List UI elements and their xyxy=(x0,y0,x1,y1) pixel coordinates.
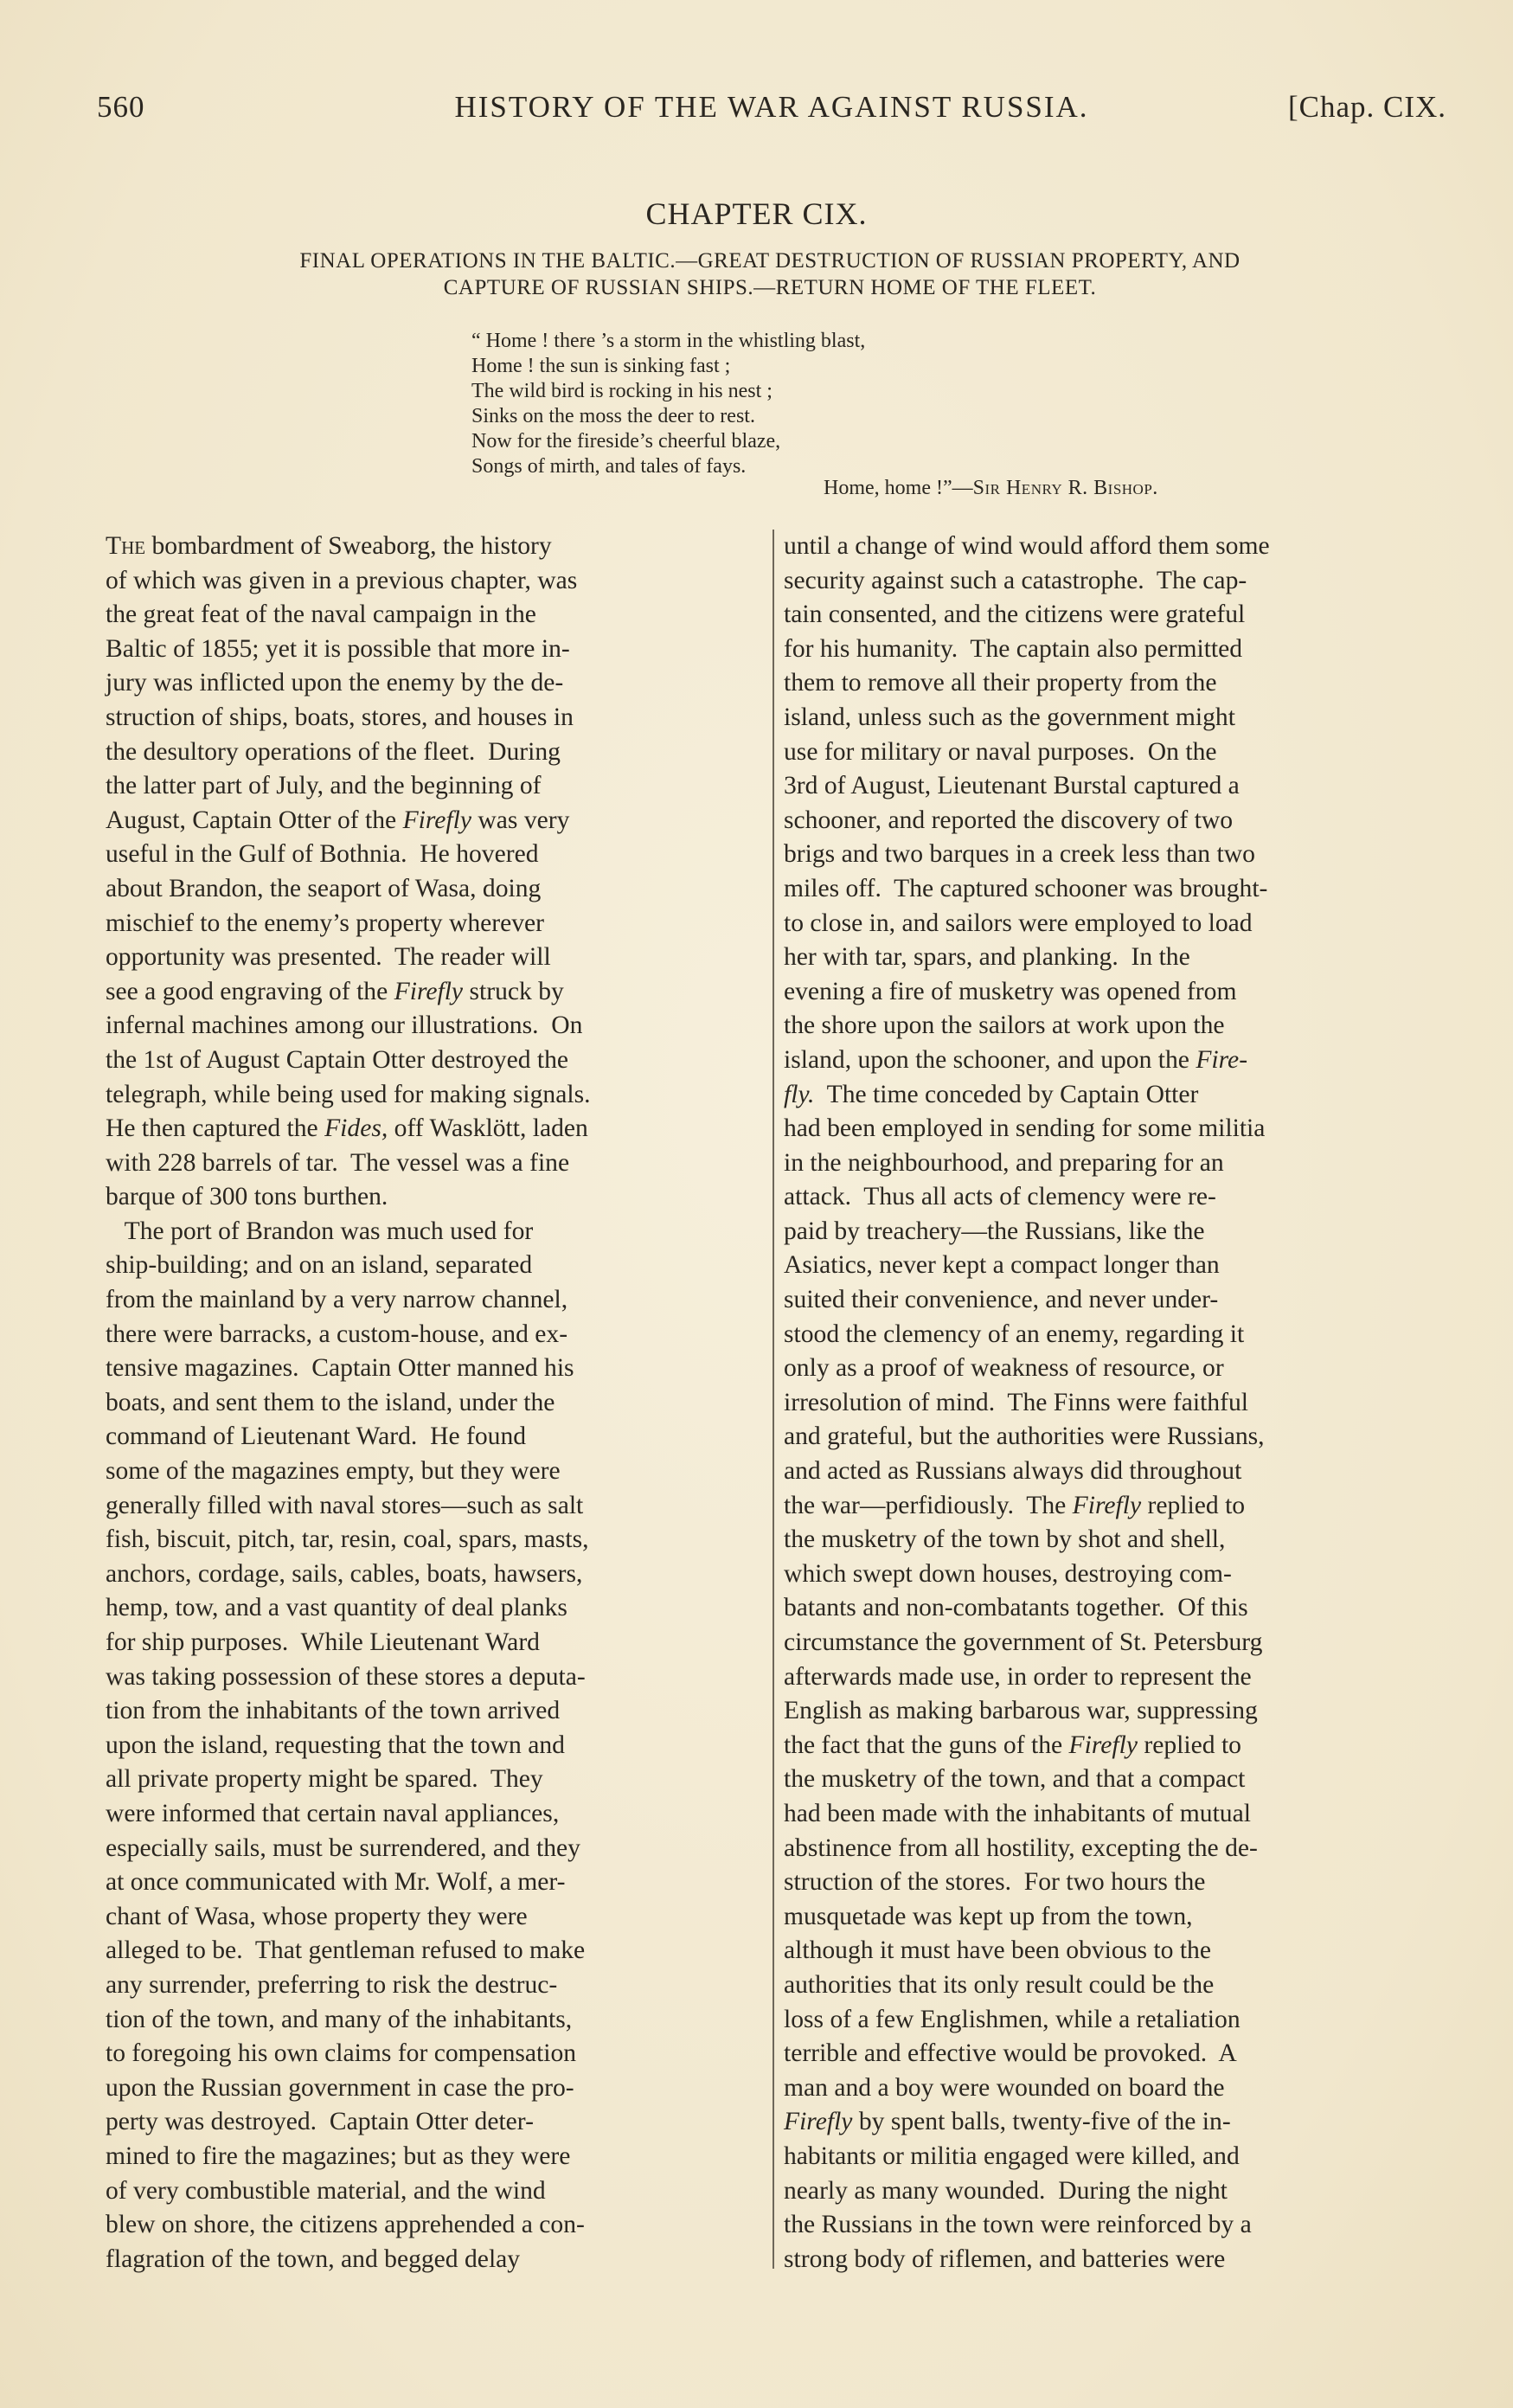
epigraph-author: Sir Henry R. Bishop. xyxy=(972,477,1158,499)
text-line xyxy=(106,1694,765,1729)
text-run: jury was inflicted upon the enemy by the de- xyxy=(106,669,564,697)
epigraph-attribution xyxy=(471,476,1337,501)
text-run: habitants or militia engaged were killed, and xyxy=(784,2142,1240,2170)
text-run: which swept down houses, destroying com- xyxy=(784,1559,1232,1588)
text-line xyxy=(784,2037,1438,2071)
text-line xyxy=(106,1900,765,1935)
text-line xyxy=(106,872,765,907)
text-run: irresolution of mind. The Finns were faithful xyxy=(784,1388,1248,1416)
text-line xyxy=(106,1420,765,1454)
text-run: upon the Russian government in case the pro- xyxy=(106,2073,574,2102)
text-run: the musketry of the town by shot and shell, xyxy=(784,1525,1226,1554)
text-run: them to remove all their property from the xyxy=(784,669,1217,697)
column-divider xyxy=(773,530,774,2269)
text-run: nearly as many wounded. During the night xyxy=(784,2176,1228,2205)
text-run: the desultory operations of the fleet. During xyxy=(106,737,561,766)
summary-line: FINAL OPERATIONS IN THE BALTIC.—GREAT DESTRUCTION OF RUSSIAN PROPERTY, AND xyxy=(299,249,1241,273)
page-number: 560 xyxy=(97,90,145,124)
text-run: tion of the town, and many of the inhabitants, xyxy=(106,2005,573,2033)
text-run: by spent balls, twenty-five of the in- xyxy=(852,2108,1231,2136)
text-line xyxy=(784,1420,1438,1454)
text-line xyxy=(784,633,1438,667)
text-run: strong body of riflemen, and batteries were xyxy=(784,2244,1226,2273)
text-run: island, unless such as the government might xyxy=(784,703,1235,731)
text-run: at once communicated with Mr. Wolf, a mer- xyxy=(106,1868,566,1897)
text-line xyxy=(784,804,1438,838)
text-run: telegraph, while being used for making signals. xyxy=(106,1080,591,1108)
text-line xyxy=(106,2208,765,2243)
text-line xyxy=(784,1694,1438,1729)
text-run: was very xyxy=(471,806,570,834)
text-run: mined to fire the magazines; but as they were xyxy=(106,2142,571,2170)
text-run: Baltic of 1855; yet it is possible that more in- xyxy=(106,634,570,663)
text-run: paid by treachery—the Russians, like the xyxy=(784,1217,1205,1245)
chapter-summary xyxy=(121,247,1419,301)
text-run: only as a proof of weakness of resource, or xyxy=(784,1354,1224,1383)
text-line xyxy=(784,1146,1438,1181)
italic-ship-name: Firefly xyxy=(394,977,464,1005)
text-run: musquetade was kept up from the town, xyxy=(784,1902,1193,1930)
summary-line: CAPTURE OF RUSSIAN SHIPS.—RETURN HOME OF THE FLEET. xyxy=(443,276,1097,299)
text-line xyxy=(106,1112,765,1146)
epigraph xyxy=(471,329,1337,501)
text-line xyxy=(784,1386,1438,1421)
text-run: of which was given in a previous chapter, was xyxy=(106,566,578,594)
text-line xyxy=(784,1523,1438,1557)
text-run: suited their convenience, and never under- xyxy=(784,1286,1219,1314)
epigraph-closing: Home, home !”— xyxy=(824,477,973,499)
text-line xyxy=(784,1934,1438,1968)
text-run: struck by xyxy=(463,977,564,1005)
text-run: opportunity was presented. The reader will xyxy=(106,943,551,972)
text-line xyxy=(106,633,765,667)
text-run: for his humanity. The captain also permitted xyxy=(784,634,1243,663)
text-run: perty was destroyed. Captain Otter deter- xyxy=(106,2108,534,2136)
text-line xyxy=(106,564,765,599)
text-line xyxy=(106,1968,765,2003)
text-run: any surrender, preferring to risk the destruc- xyxy=(106,1970,558,1999)
text-run: of very combustible material, and the wind xyxy=(106,2176,546,2205)
italic-ship-name: Firefly xyxy=(402,806,471,834)
text-line xyxy=(106,2140,765,2174)
text-line xyxy=(784,1797,1438,1832)
text-run: boats, and sent them to the island, under the xyxy=(106,1388,555,1416)
text-line xyxy=(784,1318,1438,1352)
text-run: there were barracks, a custom-house, and ex- xyxy=(106,1320,568,1348)
text-run: schooner, and reported the discovery of two xyxy=(784,806,1234,834)
text-line xyxy=(784,1283,1438,1318)
text-run: with 228 barrels of tar. The vessel was a fine xyxy=(106,1148,570,1177)
epigraph-line: Sinks on the moss the deer to rest. xyxy=(471,405,755,427)
text-run: security against such a catastrophe. The cap- xyxy=(784,566,1247,594)
text-line xyxy=(106,530,765,564)
text-run: tion from the inhabitants of the town arrived xyxy=(106,1697,561,1725)
text-run: especially sails, must be surrendered, and they xyxy=(106,1833,580,1862)
text-line xyxy=(106,1454,765,1489)
text-run: struction of the stores. For two hours the xyxy=(784,1868,1206,1897)
text-run: attack. Thus all acts of clemency were re- xyxy=(784,1183,1216,1211)
text-line xyxy=(784,1009,1438,1043)
text-run: August, Captain Otter of the xyxy=(106,806,403,834)
text-run: brigs and two barques in a creek less than two xyxy=(784,840,1255,869)
text-line xyxy=(106,2071,765,2106)
text-line xyxy=(106,2105,765,2140)
italic-ship-name: fly. xyxy=(784,1080,815,1108)
italic-ship-name: Firefly xyxy=(1072,1491,1142,1519)
text-run: mischief to the enemy’s property wherever xyxy=(106,909,545,937)
text-run: ship-building; and on an island, separated xyxy=(106,1251,533,1280)
text-line xyxy=(784,1249,1438,1283)
text-run: tain consented, and the citizens were grateful xyxy=(784,600,1246,629)
text-line xyxy=(106,838,765,872)
text-run: generally filled with naval stores—such as salt xyxy=(106,1491,584,1519)
text-run: alleged to be. That gentleman refused to make xyxy=(106,1936,586,1965)
text-run: some of the magazines empty, but they were xyxy=(106,1457,561,1486)
text-run: He then captured the xyxy=(106,1114,325,1143)
text-run: use for military or naval purposes. On the xyxy=(784,737,1217,766)
text-line xyxy=(106,2174,765,2209)
text-line xyxy=(784,564,1438,599)
text-line xyxy=(106,1180,765,1215)
text-line xyxy=(784,2243,1438,2277)
text-run: barque of 300 tons burthen. xyxy=(106,1183,388,1211)
text-line xyxy=(784,1180,1438,1215)
text-run: see a good engraving of the xyxy=(106,977,394,1005)
text-run: had been made with the inhabitants of mutual xyxy=(784,1799,1251,1827)
text-line xyxy=(784,2105,1438,2140)
text-line xyxy=(106,1043,765,1078)
text-line xyxy=(106,1763,765,1797)
text-line xyxy=(106,1660,765,1695)
text-line xyxy=(106,1249,765,1283)
text-run: her with tar, spars, and planking. In the xyxy=(784,943,1190,972)
text-line xyxy=(784,598,1438,633)
text-line xyxy=(784,941,1438,975)
text-line xyxy=(784,1660,1438,1695)
small-caps-text: The xyxy=(106,532,146,560)
text-line xyxy=(784,1454,1438,1489)
text-run: were informed that certain naval appliances, xyxy=(106,1799,560,1827)
text-run: blew on shore, the citizens apprehended a con- xyxy=(106,2211,585,2239)
text-run: The port of Brandon was much used for xyxy=(106,1217,534,1245)
text-line xyxy=(784,1489,1438,1524)
text-line xyxy=(106,975,765,1010)
text-run: the shore upon the sailors at work upon the xyxy=(784,1011,1225,1040)
text-line xyxy=(784,1832,1438,1866)
epigraph-line: Home ! the sun is sinking fast ; xyxy=(471,355,731,377)
text-run: hemp, tow, and a vast quantity of deal planks xyxy=(106,1594,567,1622)
text-run: batants and non-combatants together. Of this xyxy=(784,1594,1248,1622)
text-run: flagration of the town, and begged delay xyxy=(106,2244,521,2273)
text-line xyxy=(784,907,1438,941)
text-run: for ship purposes. While Lieutenant Ward xyxy=(106,1628,540,1656)
text-run: to foregoing his own claims for compensation xyxy=(106,2039,577,2068)
left-text-column xyxy=(106,530,765,2276)
text-line xyxy=(106,1215,765,1249)
text-run: the Russians in the town were reinforced by a xyxy=(784,2211,1252,2239)
text-line xyxy=(106,2243,765,2277)
text-run: to close in, and sailors were employed to load xyxy=(784,909,1253,937)
text-line xyxy=(106,701,765,735)
text-run: 3rd of August, Lieutenant Burstal captured a xyxy=(784,772,1240,800)
text-line xyxy=(784,1591,1438,1626)
text-run: the latter part of July, and the beginning of xyxy=(106,772,542,800)
text-run: The time conceded by Captain Otter xyxy=(814,1080,1199,1108)
text-line xyxy=(784,701,1438,735)
text-run: miles off. The captured schooner was brought- xyxy=(784,874,1268,902)
text-run: afterwards made use, in order to represent the xyxy=(784,1662,1252,1691)
text-run: useful in the Gulf of Bothnia. He hovered xyxy=(106,840,539,869)
text-line xyxy=(106,769,765,804)
epigraph-line: Now for the fireside’s cheerful blaze, xyxy=(471,430,781,453)
text-line xyxy=(784,1968,1438,2003)
italic-ship-name: Fides, xyxy=(324,1114,388,1143)
text-line xyxy=(784,1900,1438,1935)
text-line xyxy=(106,1729,765,1763)
text-line xyxy=(106,1489,765,1524)
text-line xyxy=(106,1934,765,1968)
text-line xyxy=(106,1283,765,1318)
text-line xyxy=(784,1043,1438,1078)
epigraph-line: Songs of mirth, and tales of fays. xyxy=(471,455,747,478)
text-run: infernal machines among our illustrations. On xyxy=(106,1011,583,1040)
text-line xyxy=(784,2208,1438,2243)
text-line xyxy=(106,1146,765,1181)
text-line xyxy=(784,872,1438,907)
chapter-title: CHAPTER CIX. xyxy=(645,196,868,231)
text-line xyxy=(784,2003,1438,2038)
text-line xyxy=(106,1009,765,1043)
italic-ship-name: Firefly xyxy=(784,2108,853,2136)
text-line xyxy=(784,1865,1438,1900)
text-line xyxy=(106,1352,765,1386)
text-run: until a change of wind would afford them some xyxy=(784,532,1270,560)
text-run: replied to xyxy=(1137,1731,1241,1759)
italic-ship-name: Fire- xyxy=(1196,1045,1248,1074)
text-run: fish, biscuit, pitch, tar, resin, coal, spars, masts, xyxy=(106,1525,589,1554)
text-line xyxy=(784,769,1438,804)
text-line xyxy=(784,1626,1438,1660)
text-run: command of Lieutenant Ward. He found xyxy=(106,1422,527,1451)
text-line xyxy=(784,666,1438,701)
text-line xyxy=(106,666,765,701)
text-line xyxy=(784,2140,1438,2174)
text-line xyxy=(106,1797,765,1832)
text-line xyxy=(784,530,1438,564)
text-line xyxy=(784,1763,1438,1797)
text-line xyxy=(784,975,1438,1010)
text-line xyxy=(106,941,765,975)
text-line xyxy=(106,1626,765,1660)
text-line xyxy=(784,1352,1438,1386)
text-run: authorities that its only result could be the xyxy=(784,1970,1215,1999)
chapter-reference: [Chap. CIX. xyxy=(1287,90,1446,124)
text-line xyxy=(784,1215,1438,1249)
text-line xyxy=(784,1557,1438,1592)
text-run: upon the island, requesting that the town and xyxy=(106,1731,565,1759)
text-line xyxy=(784,2071,1438,2106)
text-line xyxy=(106,1318,765,1352)
text-run: stood the clemency of an enemy, regarding it xyxy=(784,1320,1245,1348)
text-run: the fact that the guns of the xyxy=(784,1731,1069,1759)
text-run: abstinence from all hostility, excepting the de- xyxy=(784,1833,1258,1862)
text-run: bombardment of Sweaborg, the history xyxy=(145,532,552,560)
text-run: the war—perfidiously. The xyxy=(784,1491,1073,1519)
text-line xyxy=(106,1078,765,1113)
epigraph-line: “ Home ! there ’s a storm in the whistling blast, xyxy=(471,330,866,352)
text-run: and grateful, but the authorities were Russians, xyxy=(784,1422,1265,1451)
text-run: Asiatics, never kept a compact longer than xyxy=(784,1251,1220,1280)
text-line xyxy=(784,1112,1438,1146)
text-run: was taking possession of these stores a deputa- xyxy=(106,1662,586,1691)
text-line xyxy=(106,907,765,941)
text-run: all private property might be spared. They xyxy=(106,1765,543,1794)
right-text-column xyxy=(784,530,1438,2276)
text-run: chant of Wasa, whose property they were xyxy=(106,1902,528,1930)
text-line xyxy=(106,598,765,633)
text-run: from the mainland by a very narrow channel, xyxy=(106,1286,568,1314)
text-run: in the neighbourhood, and preparing for an xyxy=(784,1148,1224,1177)
running-title: HISTORY OF THE WAR AGAINST RUSSIA. xyxy=(454,90,1089,124)
text-line xyxy=(784,735,1438,770)
text-run: evening a fire of musketry was opened from xyxy=(784,977,1237,1005)
text-run: circumstance the government of St. Petersburg xyxy=(784,1628,1263,1656)
text-run: English as making barbarous war, suppressing xyxy=(784,1697,1258,1725)
text-run: tensive magazines. Captain Otter manned his xyxy=(106,1354,574,1383)
text-run: island, upon the schooner, and upon the xyxy=(784,1045,1196,1074)
text-run: about Brandon, the seaport of Wasa, doing xyxy=(106,874,542,902)
text-run: replied to xyxy=(1141,1491,1246,1519)
text-line xyxy=(784,2174,1438,2209)
running-head xyxy=(97,90,1446,133)
text-line xyxy=(106,1591,765,1626)
text-run: terrible and effective would be provoked. A xyxy=(784,2039,1237,2068)
text-line xyxy=(106,1523,765,1557)
text-line xyxy=(106,1865,765,1900)
text-run: anchors, cordage, sails, cables, boats, hawsers, xyxy=(106,1559,583,1588)
text-line xyxy=(106,1386,765,1421)
text-run: although it must have been obvious to the xyxy=(784,1936,1211,1965)
text-run: loss of a few Englishmen, while a retaliation xyxy=(784,2005,1241,2033)
text-line xyxy=(106,2037,765,2071)
text-run: the musketry of the town, and that a compact xyxy=(784,1765,1246,1794)
text-line xyxy=(106,1557,765,1592)
text-line xyxy=(784,1729,1438,1763)
text-line xyxy=(106,2003,765,2038)
text-run: struction of ships, boats, stores, and houses in xyxy=(106,703,574,731)
text-line xyxy=(106,1832,765,1866)
text-line xyxy=(106,735,765,770)
text-line xyxy=(784,838,1438,872)
text-run: man and a boy were wounded on board the xyxy=(784,2073,1225,2102)
epigraph-line: The wild bird is rocking in his nest ; xyxy=(471,380,773,402)
italic-ship-name: Firefly xyxy=(1068,1731,1138,1759)
text-run: and acted as Russians always did throughout xyxy=(784,1457,1242,1486)
text-run: the great feat of the naval campaign in the xyxy=(106,600,536,629)
text-run: the 1st of August Captain Otter destroyed the xyxy=(106,1045,569,1074)
text-run: had been employed in sending for some militia xyxy=(784,1114,1266,1143)
text-line xyxy=(784,1078,1438,1113)
text-run: off Wasklött, laden xyxy=(388,1114,588,1143)
text-line xyxy=(106,804,765,838)
